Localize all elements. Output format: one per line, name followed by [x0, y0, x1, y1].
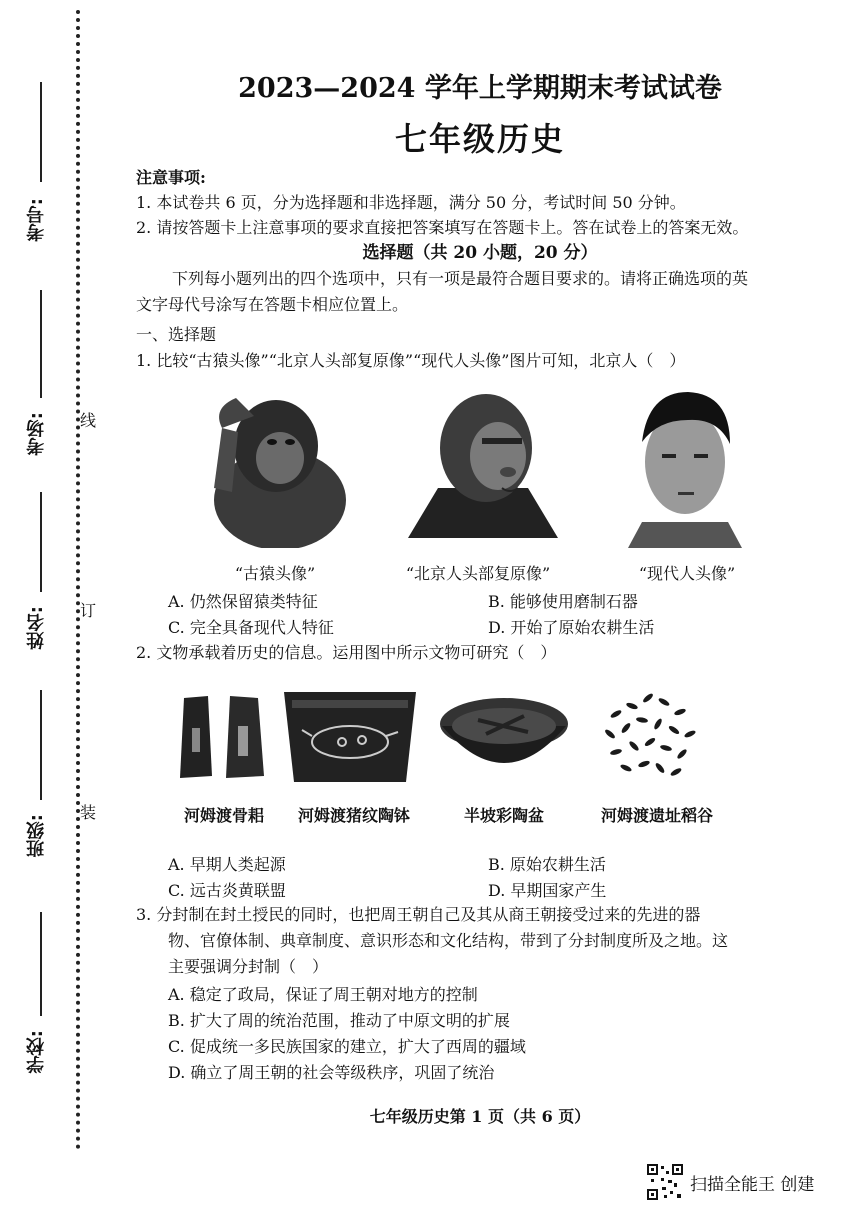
q2-option-c: C. 远古炎黄联盟 [168, 881, 286, 900]
name-label: 姓名: [26, 606, 47, 650]
q1-caption-modern: “现代人头像” [638, 564, 736, 583]
section-instruction-line1: 下列每小题列出的四个选项中，只有一项是最符合题目要求的。请将正确选项的英 [172, 269, 749, 288]
school-label: 学校: [26, 1030, 47, 1074]
q1-option-b: B. 能够使用磨制石器 [488, 592, 638, 611]
ape-head-image [192, 388, 352, 548]
bone-spade-image [172, 688, 272, 784]
q2-option-d: D. 早期国家产生 [488, 881, 607, 900]
section-instruction-line2: 文字母代号涂写在答题卡相应位置上。 [136, 295, 409, 314]
exam-room-label: 考场: [26, 412, 47, 456]
notice-item-2: 2. 请按答题卡上注意事项的要求直接把答案填写在答题卡上。答在试卷上的答案无效。 [136, 218, 749, 237]
name-blank [40, 492, 42, 592]
q1-caption-peking: “北京人头部复原像” [405, 564, 551, 583]
peking-man-image [398, 388, 568, 548]
subject-title: 七年级历史 [394, 120, 565, 158]
scanner-watermark: 扫描全能王 创建 [690, 1175, 815, 1195]
section-heading: 选择题（共 20 小题，20 分） [362, 243, 598, 263]
q1-option-c: C. 完全具备现代人特征 [168, 618, 334, 637]
q3-stem-line3: 主要强调分封制（ ） [168, 957, 329, 976]
binding-dotted-line [76, 10, 80, 1150]
q3-option-b: B. 扩大了周的统治范围，推动了中原文明的扩展 [168, 1011, 510, 1030]
q3-stem-line2: 物、官僚体制、典章制度、意识形态和文化结构，带到了分封制度所及之地。这 [168, 931, 729, 950]
exam-title: 2023—2024 学年上学期期末考试试卷 [238, 73, 722, 104]
q1-option-a: A. 仍然保留猿类特征 [168, 592, 318, 611]
school-blank [40, 912, 42, 1016]
q1-option-d: D. 开始了原始农耕生活 [488, 618, 655, 637]
pig-pottery-bowl-image [282, 686, 418, 786]
exam-room-blank [40, 290, 42, 398]
qr-code-icon [646, 1163, 684, 1201]
binding-mark-zhuang: 装 [80, 803, 97, 822]
q2-option-a: A. 早期人类起源 [168, 855, 286, 874]
q3-option-c: C. 促成统一多民族国家的建立，扩大了西周的疆域 [168, 1037, 526, 1056]
q2-caption-rice: 河姆渡遗址稻谷 [600, 806, 713, 825]
q2-caption-basin: 半坡彩陶盆 [463, 806, 544, 825]
q1-caption-ape: “古猿头像” [234, 564, 316, 583]
exam-number-label: 考号: [26, 198, 47, 242]
q2-stem: 2. 文物承载着历史的信息。运用图中所示文物可研究（ ） [136, 643, 557, 662]
modern-human-image [618, 382, 752, 548]
q3-option-a: A. 稳定了政局，保证了周王朝对地方的控制 [168, 985, 478, 1004]
class-blank [40, 690, 42, 800]
binding-mark-xian: 线 [80, 411, 97, 430]
q3-option-d: D. 确立了周王朝的社会等级秩序，巩固了统治 [168, 1063, 495, 1082]
page-footer: 七年级历史第 1 页（共 6 页） [369, 1107, 591, 1126]
binding-mark-ding: 订 [80, 601, 97, 620]
rice-grains-image [596, 684, 702, 784]
banpo-painted-basin-image [438, 690, 570, 786]
part-heading: 一、选择题 [136, 325, 217, 344]
q1-stem: 1. 比较“古猿头像”“北京人头部复原像”“现代人头像”图片可知，北京人（ ） [136, 351, 686, 370]
q3-stem-line1: 3. 分封制在封土授民的同时，也把周王朝自己及其从商王朝接受过来的先进的器 [136, 905, 701, 924]
q2-caption-pottery-bowl: 河姆渡猪纹陶钵 [297, 806, 410, 825]
notice-heading: 注意事项: [136, 168, 206, 187]
class-label: 班级: [26, 814, 47, 858]
q2-caption-bone-spade: 河姆渡骨耜 [183, 806, 264, 825]
notice-item-1: 1. 本试卷共 6 页，分为选择题和非选择题，满分 50 分，考试时间 50 分钟。 [136, 193, 686, 212]
q2-option-b: B. 原始农耕生活 [488, 855, 606, 874]
